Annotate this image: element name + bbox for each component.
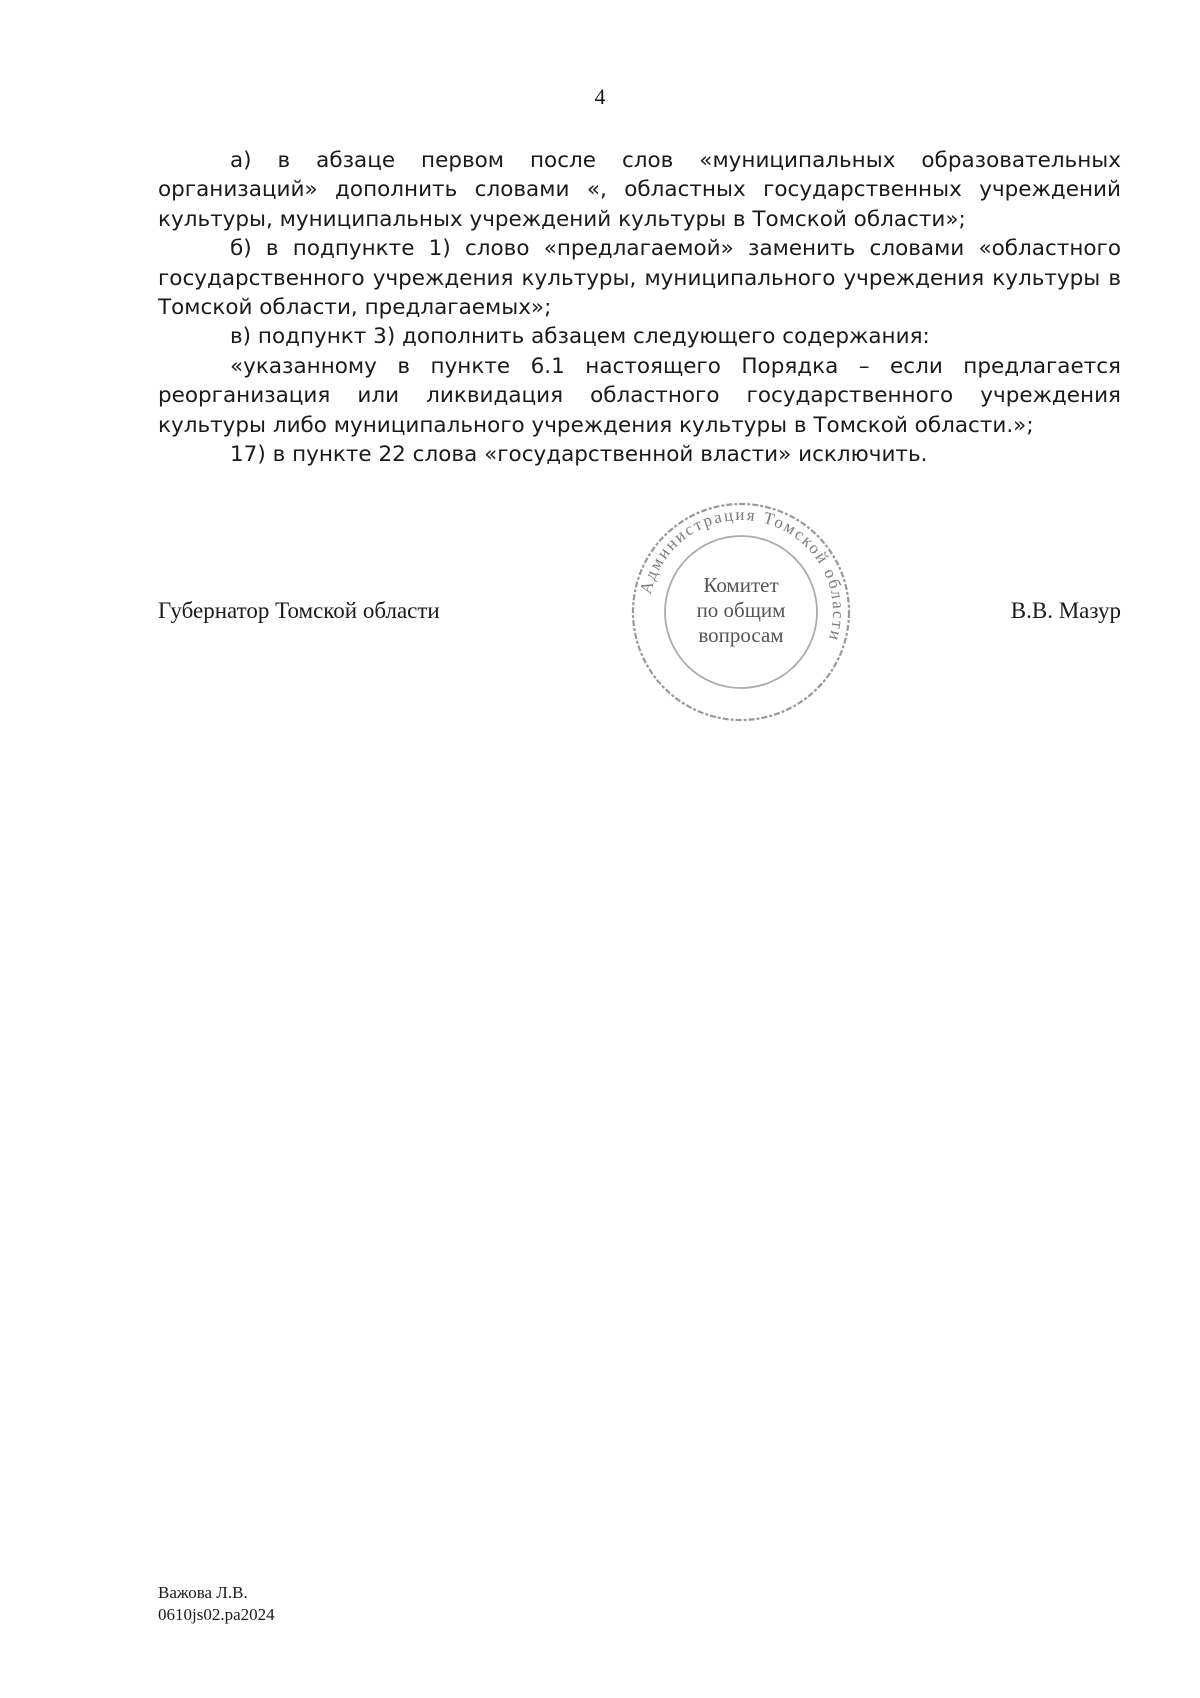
footer-doc-code: 0610js02.ра2024	[158, 1605, 275, 1624]
official-stamp	[626, 497, 856, 727]
stamp-line-3: вопросам	[698, 623, 784, 647]
paragraph-c: в) подпункт 3) дополнить абзацем следующего содержания:	[230, 324, 930, 350]
stamp-center-text	[626, 573, 856, 648]
signatory-position: Губернатор Томской области	[158, 598, 440, 623]
paragraph-b: б) в подпункте 1) слово «предлагаемой» заменить словами «областного государственного учреждения культуры, муниципального учреждения культуры в Томской области, предлагаемых»;	[158, 236, 1121, 321]
paragraph-quote: «указанному в пункте 6.1 настоящего Порядка – если предлагается реорганизация или ликвидация областного государственного учреждения культуры либо муниципального учреждения культуры в Томской области.»;	[158, 353, 1121, 438]
footer-author: Важова Л.В.	[158, 1583, 248, 1602]
paragraph-17: 17) в пункте 22 слова «государственной власти» исключить.	[230, 442, 928, 468]
stamp-ring-text: Администрация Томской области	[635, 504, 849, 645]
paragraph-a: а) в абзаце первом после слов «муниципальных образовательных организаций» дополнить словами «, областных государственных учреждений культуры, муниципальных учреждений культуры в Томской области»;	[158, 148, 1121, 232]
stamp-line-1: Комитет	[703, 573, 779, 597]
page-number: 4	[594, 84, 606, 109]
stamp-line-2: по общим	[696, 598, 786, 622]
document-body	[158, 146, 1121, 469]
signatory-name: В.В. Мазур	[1010, 598, 1121, 623]
footer-note	[158, 1582, 275, 1626]
